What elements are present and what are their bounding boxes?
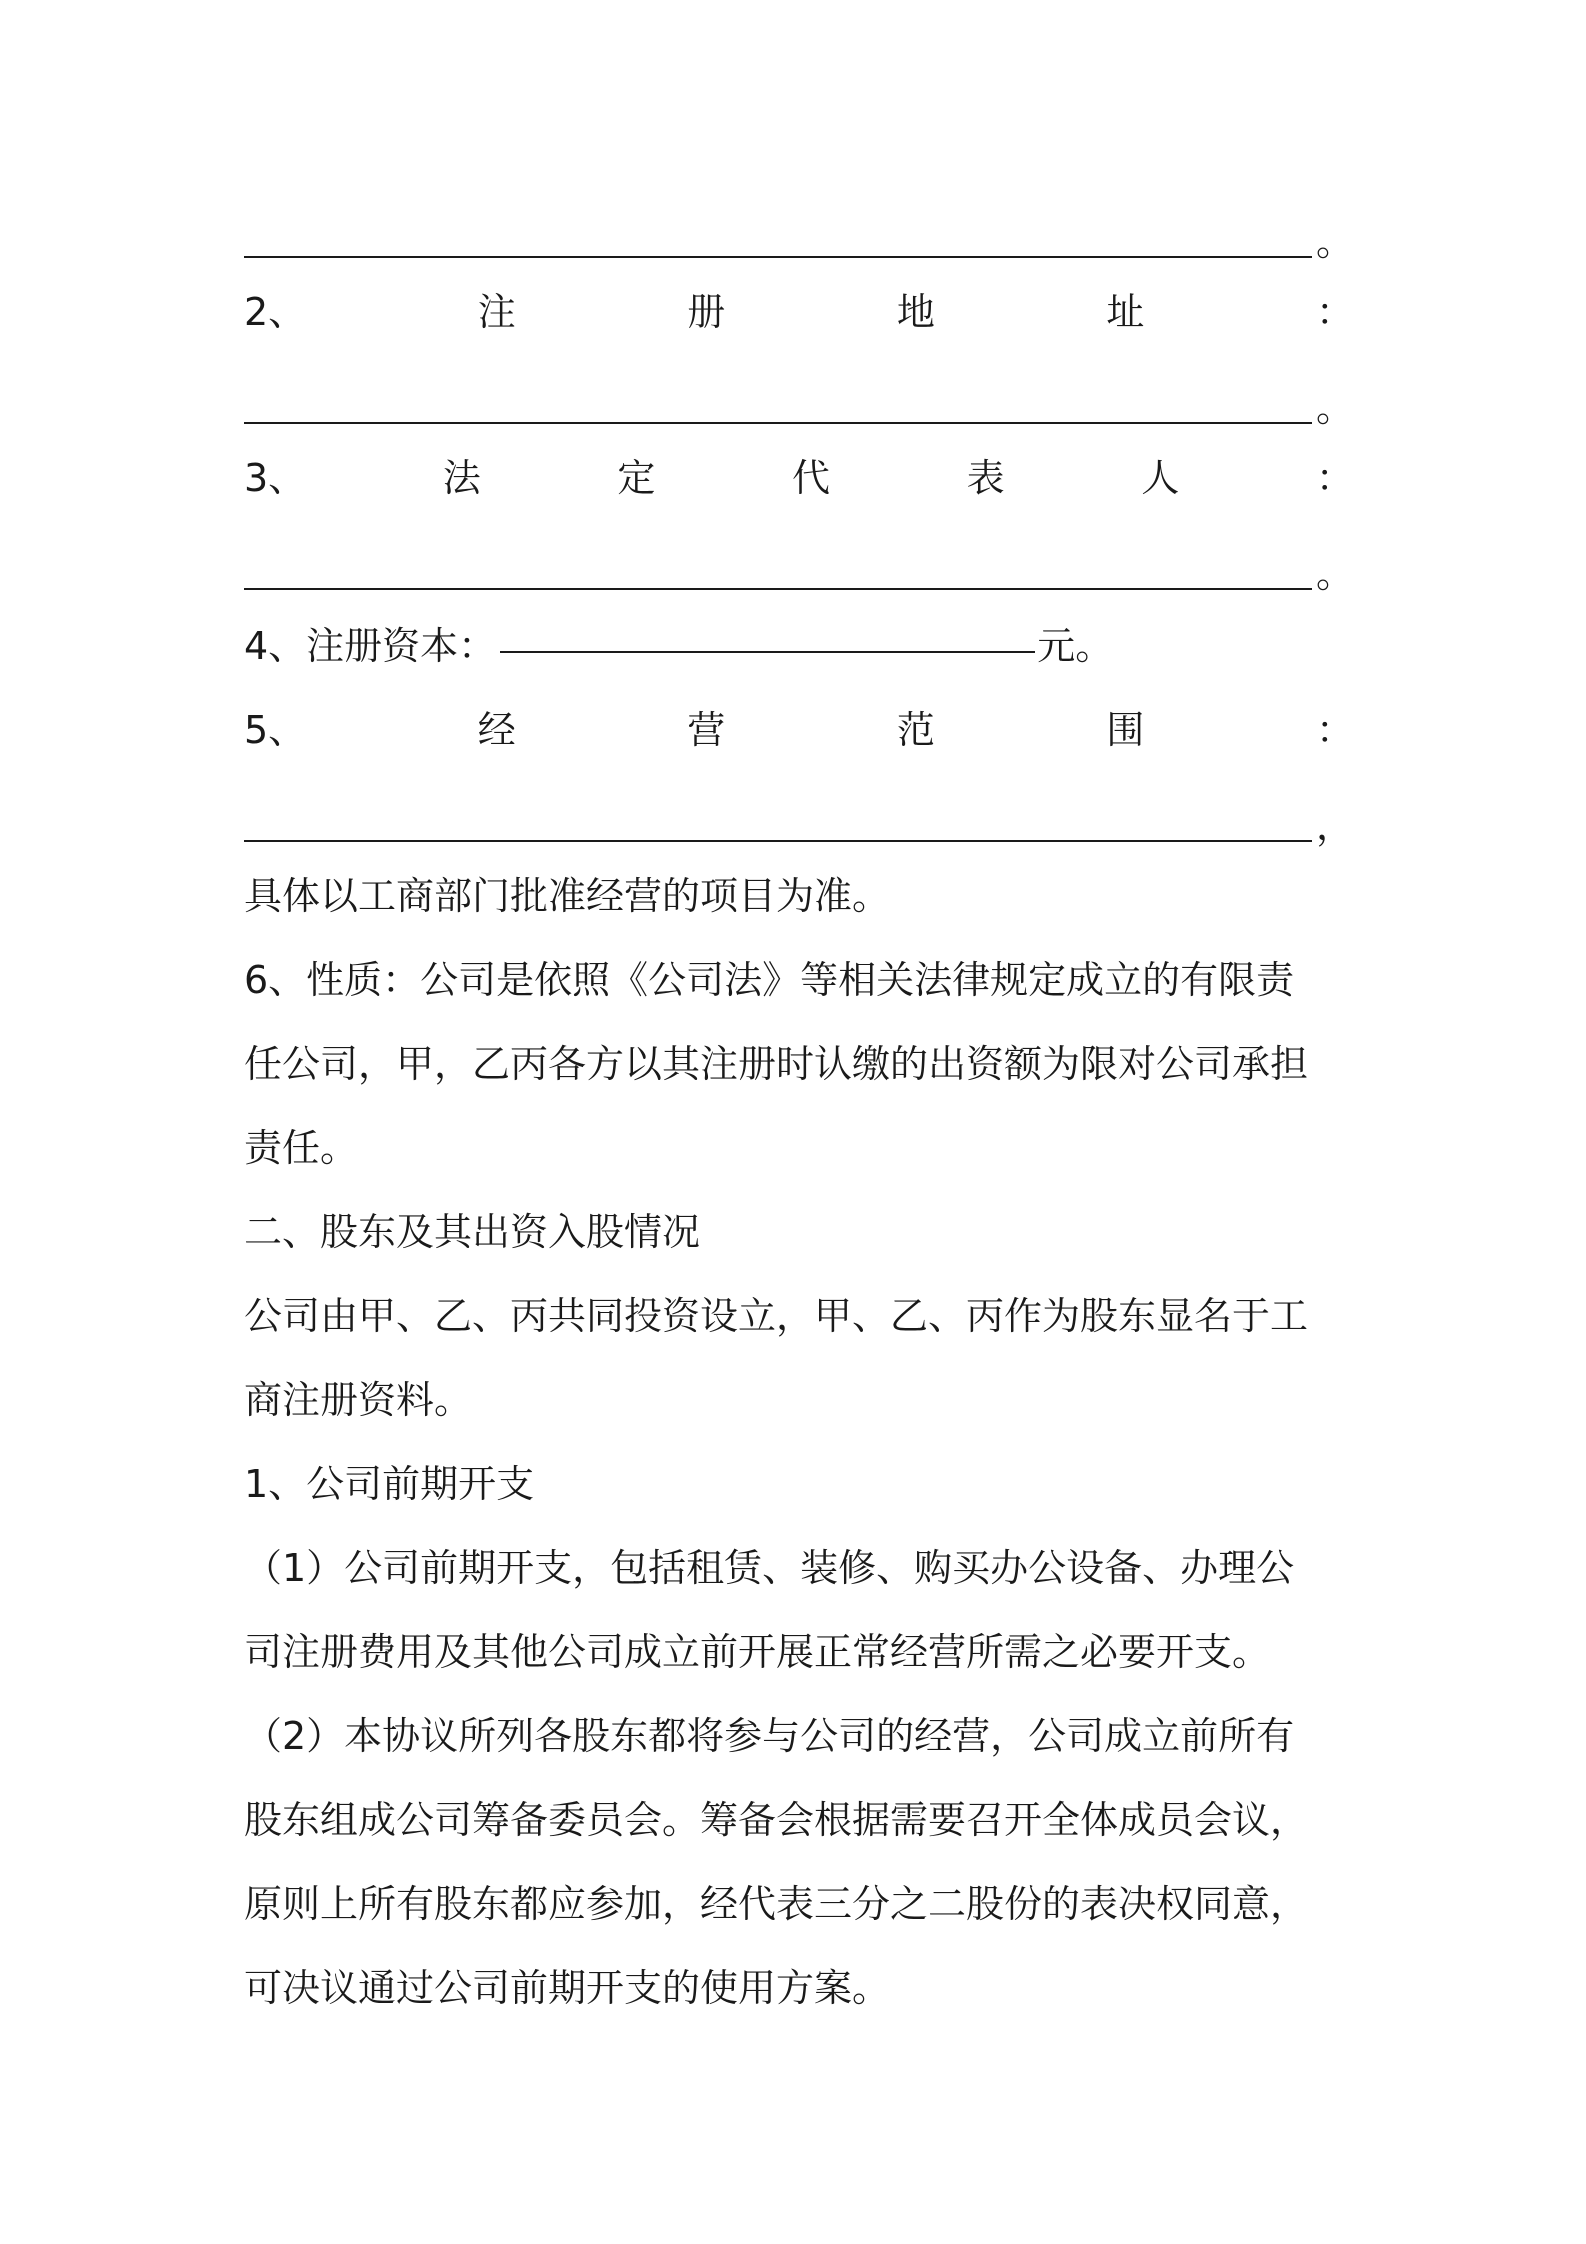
label-part: 法 <box>442 456 481 500</box>
business-scope-label <box>244 700 1354 760</box>
registered-capital-label: 4、注册资本： <box>244 624 497 668</box>
paragraph-line: 公司由甲、乙、丙共同投资设立，甲、乙、丙作为股东显名于工 <box>244 1294 1309 1338</box>
paragraph-line: 原则上所有股东都应参加，经代表三分之二股份的表决权同意， <box>244 1882 1309 1926</box>
registered-capital-line <box>244 616 1354 676</box>
paragraph-line: 可决议通过公司前期开支的使用方案。 <box>244 1966 891 2010</box>
label-part: 址 <box>1106 290 1145 334</box>
blank-line-company-name <box>244 212 1354 272</box>
blank-line-legal-representative <box>244 544 1354 604</box>
label-part: 5、 <box>244 708 307 752</box>
subsection-heading: 1、公司前期开支 <box>244 1462 535 1506</box>
document-page <box>244 0 1354 2244</box>
label-part: ： <box>1315 456 1354 500</box>
label-part: ： <box>1315 708 1354 752</box>
paragraph-line: 任公司，甲，乙丙各方以其注册时认缴的出资额为限对公司承担 <box>244 1042 1309 1086</box>
fill-in-blank <box>244 588 1312 590</box>
paragraph-line: 股东组成公司筹备委员会。筹备会根据需要召开全体成员会议， <box>244 1798 1309 1842</box>
paragraph-line: 商注册资料。 <box>244 1378 473 1422</box>
label-part: 范 <box>896 708 935 752</box>
label-part: 定 <box>617 456 656 500</box>
label-part: 人 <box>1141 456 1180 500</box>
line-end-punct: 。 <box>1315 386 1354 430</box>
label-part: 3、 <box>244 456 307 500</box>
paragraph-line: 司注册费用及其他公司成立前开展正常经营所需之必要开支。 <box>244 1630 1271 1674</box>
paragraph-line: （2）本协议所列各股东都将参与公司的经营，公司成立前所有 <box>244 1714 1295 1758</box>
fill-in-blank <box>244 256 1312 258</box>
label-part: 营 <box>687 708 726 752</box>
label-part: 表 <box>966 456 1005 500</box>
label-part: 册 <box>687 290 726 334</box>
paragraph-line: 具体以工商部门批准经营的项目为准。 <box>244 874 891 918</box>
line-end-punct: 。 <box>1315 552 1354 596</box>
currency-suffix: 元。 <box>1037 624 1114 668</box>
label-part: 地 <box>896 290 935 334</box>
section-heading: 二、股东及其出资入股情况 <box>244 1210 701 1254</box>
label-part: 2、 <box>244 290 307 334</box>
label-part: ： <box>1315 290 1354 334</box>
line-end-punct: ， <box>1315 804 1354 848</box>
fill-in-blank <box>244 422 1312 424</box>
blank-line-business-scope <box>244 796 1354 856</box>
label-part: 围 <box>1106 708 1145 752</box>
label-part: 注 <box>477 290 516 334</box>
registered-address-label <box>244 282 1354 342</box>
blank-line-registered-address <box>244 378 1354 438</box>
fill-in-blank <box>244 840 1312 842</box>
fill-in-blank <box>500 651 1035 653</box>
label-part: 经 <box>477 708 516 752</box>
line-end-punct: 。 <box>1315 220 1354 264</box>
paragraph-line: （1）公司前期开支，包括租赁、装修、购买办公设备、办理公 <box>244 1546 1295 1590</box>
label-part: 代 <box>792 456 831 500</box>
paragraph-line: 责任。 <box>244 1126 359 1170</box>
legal-representative-label <box>244 448 1354 508</box>
paragraph-line: 6、性质：公司是依照《公司法》等相关法律规定成立的有限责 <box>244 958 1295 1002</box>
